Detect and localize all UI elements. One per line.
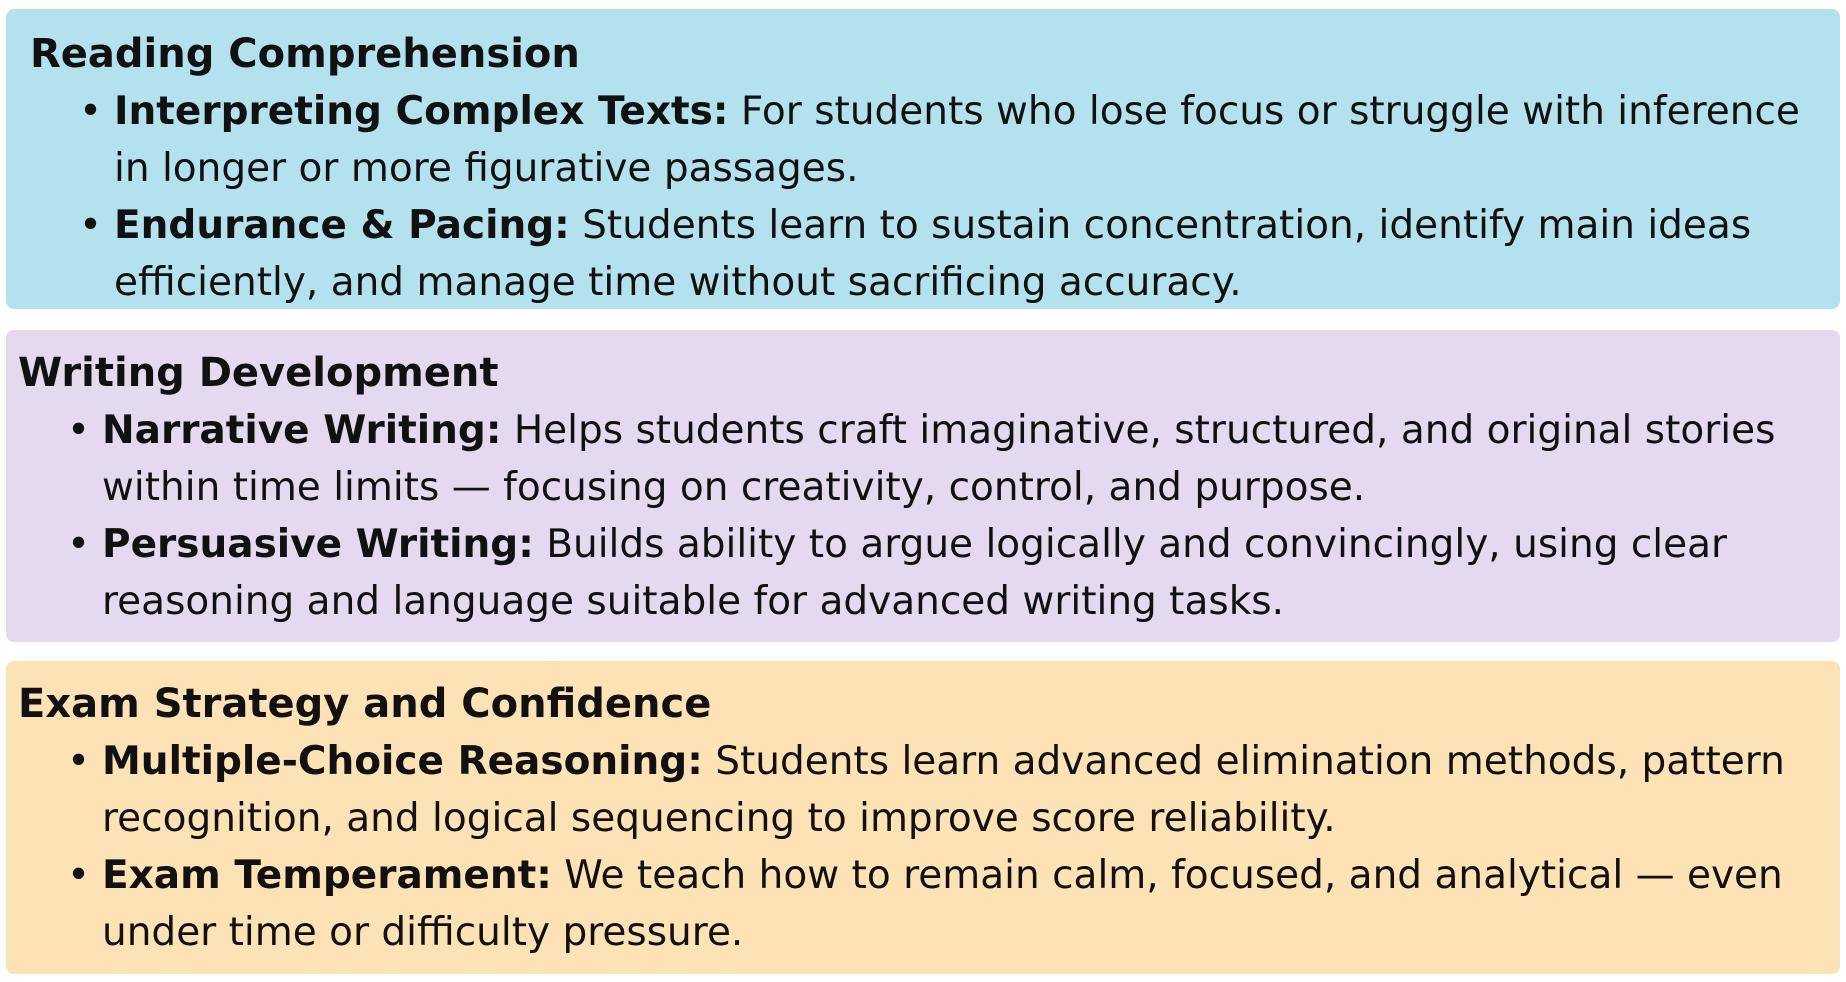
bullet-icon: •: [67, 739, 91, 784]
list-item: [79, 83, 1820, 197]
bullet-text: For students who lose focus or struggle with inference in longer or more figurative passages.: [114, 89, 1800, 191]
bullet-term: Narrative Writing:: [102, 408, 502, 453]
bullet-icon: •: [67, 522, 91, 567]
bullet-icon: •: [79, 203, 103, 248]
bullet-icon: •: [79, 89, 103, 134]
bullet-text: Students learn advanced elimination methods, pattern recognition, and logical sequencing to improve score reliability.: [102, 739, 1785, 841]
bullet-term: Exam Temperament:: [102, 853, 552, 898]
bullet-icon: •: [67, 408, 91, 453]
section-writing-development: [6, 330, 1840, 642]
bullet-text: Builds ability to argue logically and convincingly, using clear reasoning and language suitable for advanced writing tasks.: [102, 522, 1728, 624]
list-item: [67, 847, 1820, 961]
list-item: [79, 197, 1820, 311]
list-item: [67, 516, 1820, 630]
list-item: [67, 733, 1820, 847]
section-title: Reading Comprehension: [30, 31, 580, 77]
bullet-text: We teach how to remain calm, focused, and analytical — even under time or difficulty pressure.: [102, 853, 1783, 955]
section-reading-comprehension: [6, 9, 1840, 309]
bullet-term: Persuasive Writing:: [102, 522, 534, 567]
section-exam-strategy: [6, 661, 1840, 974]
bullet-icon: •: [67, 853, 91, 898]
section-title: Exam Strategy and Confidence: [18, 681, 712, 727]
bullet-list: [67, 402, 1820, 630]
list-item: [67, 402, 1820, 516]
bullet-list: [79, 83, 1820, 311]
section-title: Writing Development: [18, 350, 499, 396]
bullet-text: Students learn to sustain concentration, identify main ideas efficiently, and manage time without sacrificing accuracy.: [114, 203, 1752, 305]
bullet-list: [67, 733, 1820, 961]
bullet-term: Interpreting Complex Texts:: [114, 89, 729, 134]
bullet-term: Endurance & Pacing:: [114, 203, 570, 248]
bullet-term: Multiple-Choice Reasoning:: [102, 739, 703, 784]
bullet-text: Helps students craft imaginative, structured, and original stories within time limits — focusing on creativity, control, and purpose.: [102, 408, 1776, 510]
